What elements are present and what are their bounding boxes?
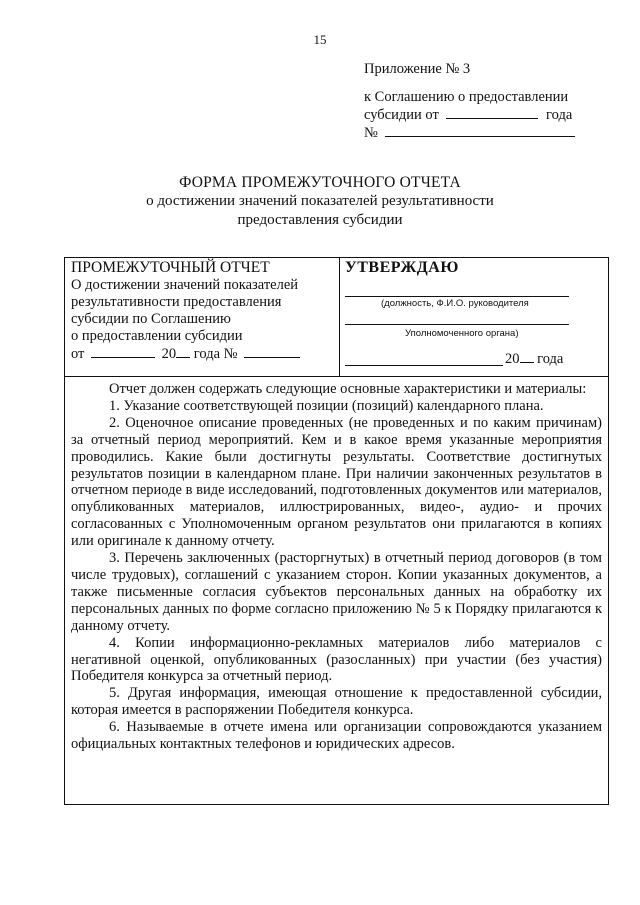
form-subtitle-1: о достижении значений показателей результативности (146, 193, 494, 209)
report-date-prefix: от (71, 346, 85, 362)
report-line-2: результативности предоставления (71, 294, 282, 310)
approver-signature-line-2 (345, 324, 569, 325)
report-line-4: о предоставлении субсидии (71, 328, 243, 344)
report-line-3: субсидии по Соглашению (71, 311, 231, 327)
report-date-line (71, 345, 336, 363)
approval-title: УТВЕРЖДАЮ (345, 259, 459, 276)
report-number-blank (244, 345, 300, 358)
report-date-blank (91, 345, 155, 358)
report-line-1: О достижении значений показателей (71, 277, 299, 293)
report-header-left (71, 259, 336, 363)
requirement-item: 4. Копии информационно-рекламных материалов либо материалов с негативной оценкой, опубликованных (разосланных) при участии (без участия) Победителя конкурса за отчетный период. (71, 634, 602, 685)
report-year-blank (176, 345, 190, 358)
appendix-line-2 (364, 106, 575, 124)
header-divider-horizontal (64, 376, 609, 377)
report-title: ПРОМЕЖУТОЧНЫЙ ОТЧЕТ (71, 259, 270, 276)
requirement-item: 3. Перечень заключенных (расторгнутых) в отчетный период договоров (в том числе трудовых), соглашений с указанием сторон. Копии указанных документов, а также письменные согласия субъектов персональных данных на обработку их персональных данных по форме согласно приложению № 5 к Порядку прилагаются к данному отчету. (71, 550, 602, 634)
header-divider-vertical (339, 257, 340, 377)
approval-year-blank (520, 350, 534, 363)
approval-date-suffix: года (537, 351, 564, 367)
page-number: 15 (313, 32, 327, 47)
appendix-number-prefix: № (364, 125, 378, 141)
approval-date-year: 20 (505, 351, 520, 367)
requirement-item: 1. Указание соответствующей позиции (позиций) календарного плана. (109, 397, 544, 414)
requirement-item: 6. Называемые в отчете имена или организации сопровождаются указанием официальных контактных телефонов и юридических адресов. (71, 719, 602, 753)
approver-caption-1: (должность, Ф.И.О. руководителя (381, 298, 529, 309)
report-requirements (71, 381, 602, 753)
approver-caption-2: Уполномоченного органа) (405, 328, 519, 339)
appendix-number-blank (385, 124, 575, 137)
appendix-date-blank (446, 106, 538, 119)
approver-signature-line-1 (345, 296, 569, 297)
appendix-title: Приложение № 3 (364, 61, 471, 77)
appendix-line-1: к Соглашению о предоставлении (364, 89, 569, 105)
appendix-date-suffix: года (546, 107, 573, 123)
appendix-date-prefix: субсидии от (364, 107, 439, 123)
report-header-right (345, 259, 605, 277)
approval-date (505, 350, 563, 368)
appendix-line-3 (364, 124, 575, 142)
form-subtitle-2: предоставления субсидии (237, 212, 403, 228)
form-heading (0, 173, 640, 230)
report-date-suffix: года № (193, 346, 238, 362)
report-date-year: 20 (161, 346, 177, 362)
requirements-intro: Отчет должен содержать следующие основные характеристики и материалы: (109, 381, 587, 397)
form-title: ФОРМА ПРОМЕЖУТОЧНОГО ОТЧЕТА (179, 174, 461, 191)
approval-date-blank (345, 365, 503, 366)
appendix-block (364, 60, 575, 142)
requirement-item: 5. Другая информация, имеющая отношение к предоставленной субсидии, которая имеется в распоряжении Победителя конкурса. (71, 685, 602, 719)
requirement-item: 2. Оценочное описание проведенных (не проведенных и по каким причинам) за отчетный период мероприятий. Кем и в какое время указанные мероприятия проводились. Какие были достигнуты результаты. Соответствие достигнутых результатов позиции в календарном плане. При наличии законченных результатов в отчетном периоде в виде исследований, подготовленных документов или материалов, опубликованных материалов, иллюстрированных, видео-, аудио- и прочих согласованных с Уполномоченным органом результатов они прилагаются в копиях или оригинале к данному отчету. (71, 414, 602, 550)
